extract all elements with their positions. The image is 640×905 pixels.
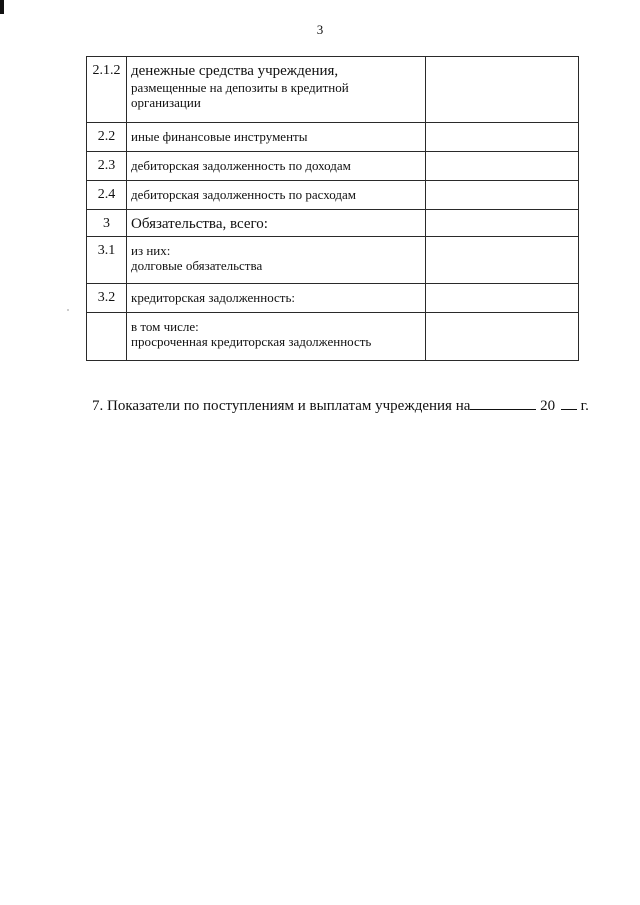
section-7-text: 7. Показатели по поступлениям и выплатам учреждения на <box>92 398 471 414</box>
year-suffix: г. <box>580 398 589 414</box>
scan-speck <box>67 309 69 311</box>
row-value-cell <box>426 181 579 210</box>
row-description: дебиторская задолженность по расходам <box>127 181 426 210</box>
table-row <box>87 284 579 313</box>
table-row <box>87 237 579 284</box>
row-description: иные финансовые инструменты <box>127 123 426 152</box>
table-row <box>87 210 579 237</box>
table-row <box>87 313 579 361</box>
table-row <box>87 123 579 152</box>
section-7-heading <box>92 395 589 415</box>
row-value-cell <box>426 210 579 237</box>
row-number: 2.3 <box>87 152 127 181</box>
row-description: в том числе: просроченная кредиторская задолженность <box>127 313 426 361</box>
row-value-cell <box>426 237 579 284</box>
scan-corner-mark <box>0 0 4 14</box>
page-number: 3 <box>316 22 324 37</box>
row-value-cell <box>426 313 579 361</box>
year-prefix: 20 <box>540 398 556 414</box>
row-description: кредиторская задолженность: <box>127 284 426 313</box>
financial-indicators-table <box>86 56 579 361</box>
row-number: 3 <box>87 210 127 237</box>
row-value-cell <box>426 152 579 181</box>
table-row <box>87 181 579 210</box>
row-description: денежные средства учреждения, размещенные на депозиты в кредитной организации <box>127 57 426 123</box>
row-number <box>87 313 127 361</box>
date-blank <box>470 395 536 410</box>
row-description: Обязательства, всего: <box>127 210 426 237</box>
row-number: 2.4 <box>87 181 127 210</box>
row-description: дебиторская задолженность по доходам <box>127 152 426 181</box>
row-number: 2.1.2 <box>87 57 127 123</box>
row-value-cell <box>426 123 579 152</box>
row-number: 3.2 <box>87 284 127 313</box>
table-row <box>87 152 579 181</box>
row-number: 3.1 <box>87 237 127 284</box>
row-value-cell <box>426 284 579 313</box>
row-value-cell <box>426 57 579 123</box>
table-row <box>87 57 579 123</box>
row-number: 2.2 <box>87 123 127 152</box>
row-description: из них: долговые обязательства <box>127 237 426 284</box>
year-blank <box>561 395 577 410</box>
